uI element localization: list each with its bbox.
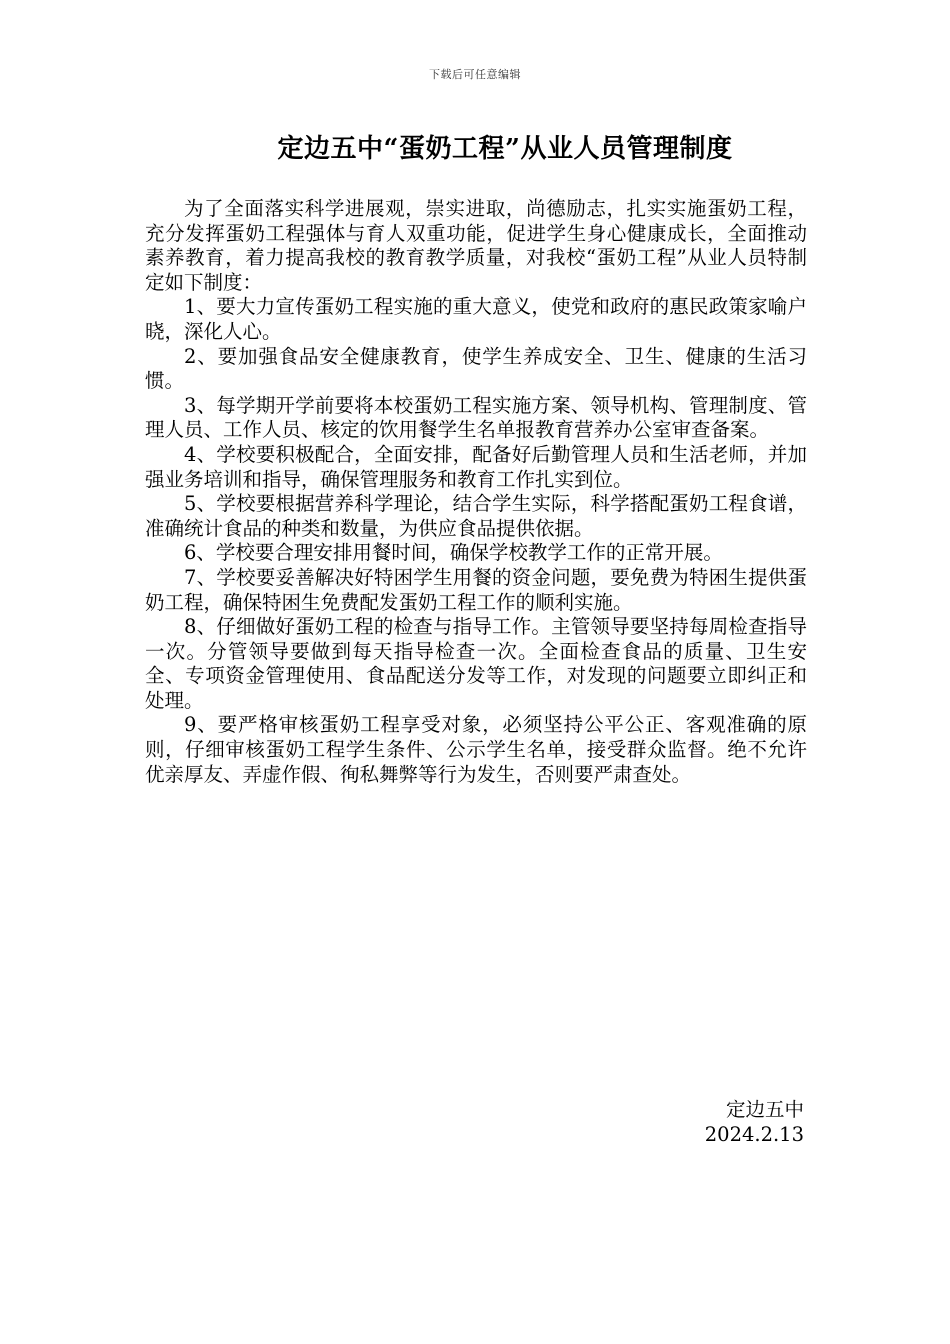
rule-item-1: 1、要大力宣传蛋奶工程实施的重大意义，使党和政府的惠民政策家喻户晓，深化人心。	[145, 295, 807, 343]
rule-item-5: 5、学校要根据营养科学理论，结合学生实际，科学搭配蛋奶工程食谱，准确统计食品的种类和数量，为供应食品提供依据。	[145, 492, 807, 540]
signature-organization: 定边五中	[725, 1098, 804, 1121]
rule-item-3: 3、每学期开学前要将本校蛋奶工程实施方案、领导机构、管理制度、管理人员、工作人员、核定的饮用餐学生名单报教育营养办公室审查备案。	[145, 393, 807, 442]
rule-item-8: 8、仔细做好蛋奶工程的检查与指导工作。主管领导要坚持每周检查指导一次。分管领导要做到每天指导检查一次。全面检查食品的质量、卫生安全、专项资金管理使用、食品配送分发等工作，对发现的问题要立即纠正和处理。	[145, 615, 807, 712]
rule-item-4: 4、学校要积极配合，全面安排，配备好后勤管理人员和生活老师，并加强业务培训和指导，确保管理服务和教育工作扎实到位。	[145, 442, 807, 491]
rule-item-9: 9、要严格审核蛋奶工程享受对象，必须坚持公平公正、客观准确的原则，仔细审核蛋奶工程学生条件、公示学生名单，接受群众监督。绝不允许优亲厚友、弄虚作假、徇私舞弊等行为发生，否则要严肃查处。	[145, 713, 807, 786]
signature-block	[705, 1097, 804, 1147]
document-body	[145, 197, 807, 787]
intro-paragraph: 为了全面落实科学进展观，崇实进取，尚德励志，扎实实施蛋奶工程，充分发挥蛋奶工程强体与育人双重功能，促进学生身心健康成长，全面推动素养教育，着力提高我校的教育教学质量，对我校“蛋奶工程”从业人员特制定如下制度：	[145, 197, 807, 294]
rule-item-2: 2、要加强食品安全健康教育，使学生养成安全、卫生、健康的生活习惯。	[145, 344, 807, 393]
signature-date: 2024.2.13	[704, 1123, 804, 1146]
rule-item-7: 7、学校要妥善解决好特困学生用餐的资金问题，要免费为特困生提供蛋奶工程，确保特困生免费配发蛋奶工程工作的顺利实施。	[145, 565, 807, 614]
header-note: 下载后可任意编辑	[429, 68, 521, 81]
rule-item-6: 6、学校要合理安排用餐时间，确保学校教学工作的正常开展。	[184, 541, 723, 565]
document-title: 定边五中“蛋奶工程”从业人员管理制度	[277, 134, 733, 164]
